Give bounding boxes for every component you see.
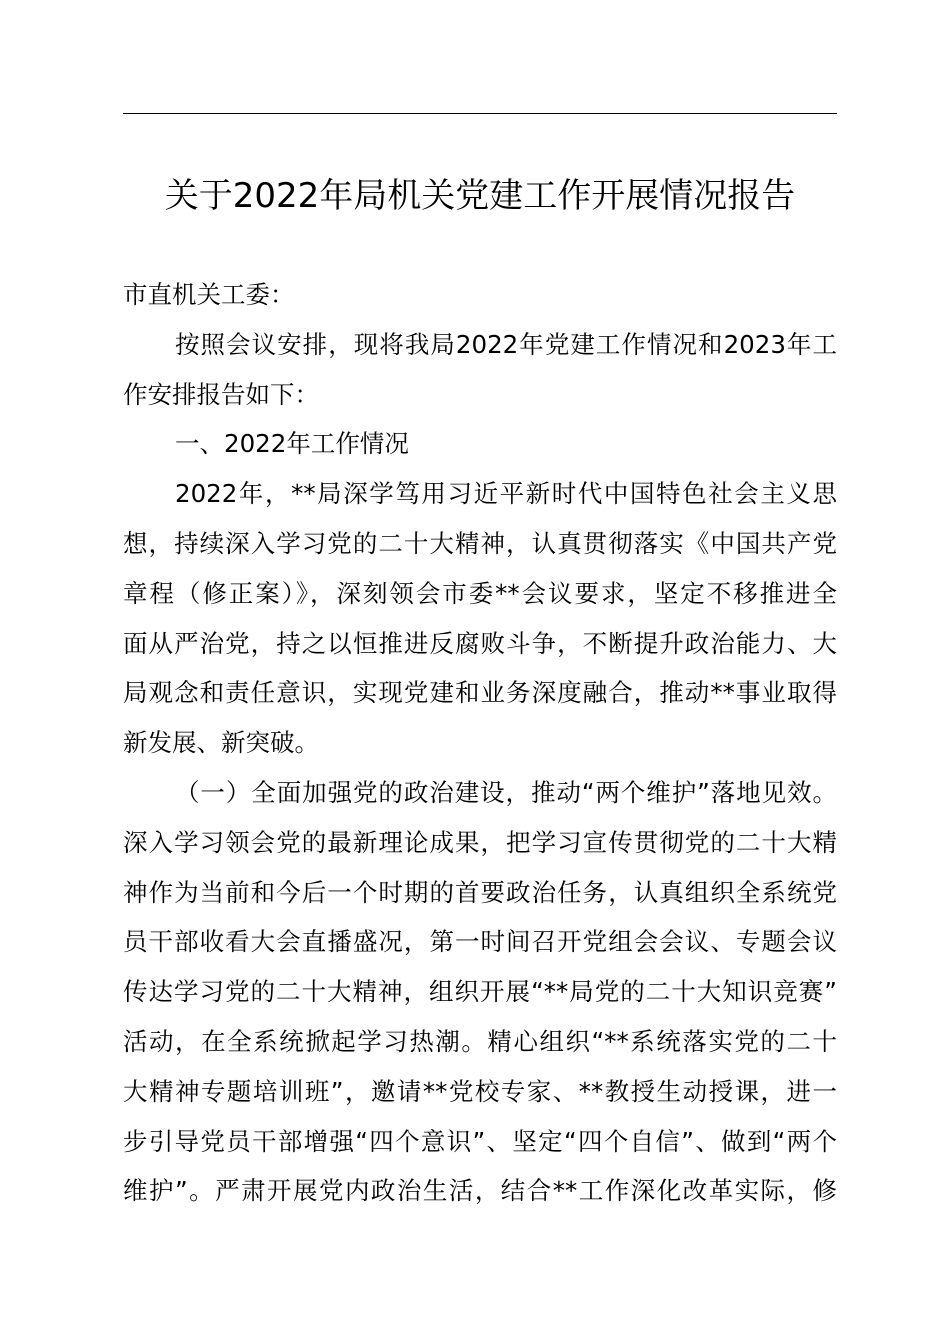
paragraph-line: 按照会议安排，现将我局2022年党建工作情况和2023年工	[175, 329, 837, 359]
paragraph-line: 神作为当前和今后一个时期的首要政治任务，认真组织全系统党	[123, 877, 837, 907]
paragraph-line: 2022年，**局深学笃用习近平新时代中国特色社会主义思	[175, 479, 837, 509]
paragraph-line: 想，持续深入学习党的二十大精神，认真贯彻落实《中国共产党	[123, 528, 837, 558]
paragraph-line: 大精神专题培训班”，邀请**党校专家、**教授生动授课，进一	[123, 1076, 837, 1106]
paragraph-line: 步引导党员干部增强“四个意识”、坚定“四个自信”、做到“两个	[123, 1126, 837, 1156]
section-heading: 一、2022年工作情况	[175, 429, 409, 459]
header-rule	[123, 113, 837, 114]
paragraph-line: 面从严治党，持之以恒推进反腐败斗争，不断提升政治能力、大	[123, 628, 837, 658]
salutation-line: 市直机关工委：	[123, 280, 295, 309]
document-title: 关于2022年局机关党建工作开展情况报告	[164, 176, 796, 216]
paragraph-line: 维护”。严肃开展党内政治生活，结合**工作深化改革实际，修	[123, 1176, 837, 1206]
paragraph-line: 传达学习党的二十大精神，组织开展“**局党的二十大知识竞赛”	[123, 977, 837, 1007]
paragraph-line: 作安排报告如下：	[123, 379, 319, 409]
paragraph-line: 活动，在全系统掀起学习热潮。精心组织“**系统落实党的二十	[123, 1026, 837, 1056]
document-body	[123, 270, 837, 1216]
subsection-heading-line: （一）全面加强党的政治建设，推动“两个维护”落地见效。	[175, 777, 837, 807]
paragraph-line: 局观念和责任意识，实现党建和业务深度融合，推动**事业取得	[123, 678, 837, 708]
paragraph-line: 新发展、新突破。	[123, 728, 319, 758]
paragraph-line: 深入学习领会党的最新理论成果，把学习宣传贯彻党的二十大精	[123, 827, 837, 857]
paragraph-line: 章程（修正案）》，深刻领会市委**会议要求，坚定不移推进全	[123, 578, 837, 608]
paragraph-line: 员干部收看大会直播盛况，第一时间召开党组会会议、专题会议	[123, 927, 837, 957]
